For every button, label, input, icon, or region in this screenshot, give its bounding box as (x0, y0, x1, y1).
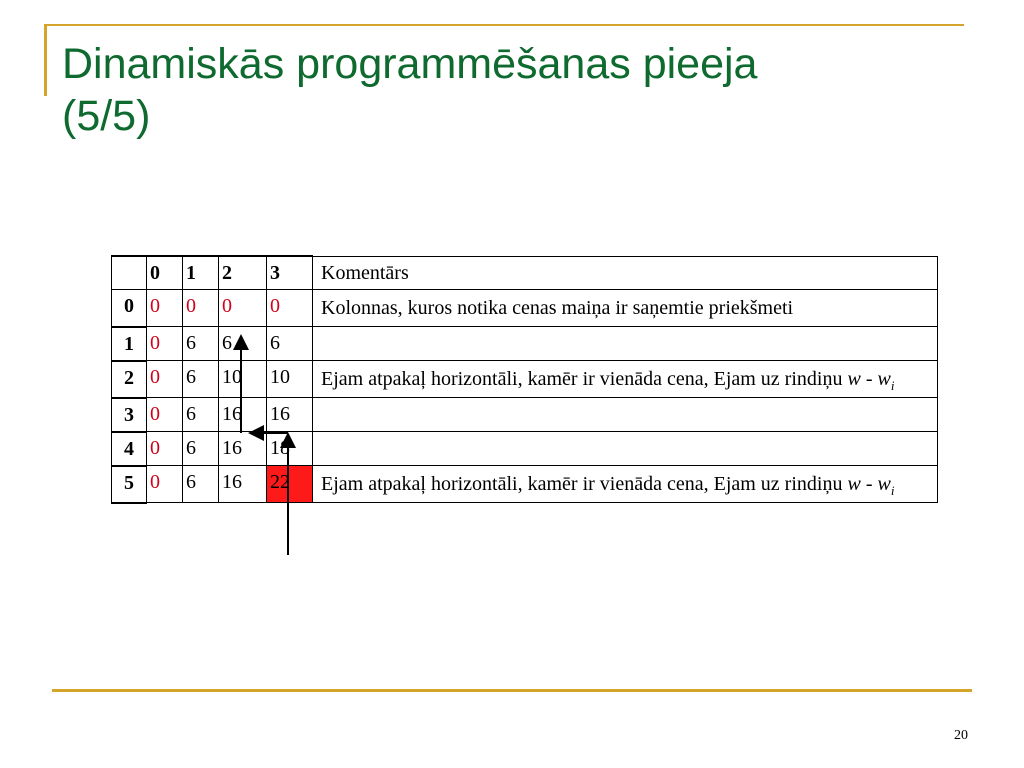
table-cell: 6 (183, 361, 219, 398)
table-row (112, 290, 938, 327)
formula-minus: - (860, 473, 878, 495)
row-comment (313, 432, 938, 466)
header-comment: Komentārs (313, 256, 938, 290)
header-col-2: 2 (219, 256, 267, 290)
header-col-3: 3 (267, 256, 313, 290)
table-cell: 18 (267, 432, 313, 466)
row-comment (313, 327, 938, 361)
row-label: 0 (112, 290, 147, 327)
row-comment (313, 466, 938, 503)
slide-title-line-1: Dinamiskās programmēšanas pieeja (62, 40, 758, 88)
table-cell: 16 (219, 432, 267, 466)
table-cell: 0 (267, 290, 313, 327)
header-col-1: 1 (183, 256, 219, 290)
table-cell: 6 (219, 327, 267, 361)
table-row (112, 398, 938, 432)
formula-w: w (847, 473, 861, 495)
table-cell: 6 (183, 432, 219, 466)
row-label: 5 (112, 466, 147, 503)
decorative-bottom-line (52, 689, 972, 692)
table-cell: 10 (267, 361, 313, 398)
dp-table (111, 255, 938, 504)
row-label: 2 (112, 361, 147, 398)
table-row (112, 466, 938, 503)
highlighted-cell: 22 (267, 466, 313, 503)
row-comment (313, 398, 938, 432)
table-cell: 6 (183, 466, 219, 503)
table-cell: 0 (147, 290, 183, 327)
table-cell: 0 (147, 432, 183, 466)
table-cell: 6 (183, 398, 219, 432)
formula-minus: - (860, 368, 878, 390)
table-cell: 0 (219, 290, 267, 327)
row-label: 4 (112, 432, 147, 466)
table-cell: 0 (147, 361, 183, 398)
formula-w: w (877, 473, 891, 495)
table-cell: 16 (219, 398, 267, 432)
row-label: 3 (112, 398, 147, 432)
formula-subscript: i (890, 378, 895, 393)
decorative-vertical-line (44, 24, 47, 96)
formula-w: w (877, 368, 891, 390)
comment-text: Ejam atpakaļ horizontāli, kamēr ir vienāda cena, Ejam uz rindiņu (321, 473, 843, 495)
formula-subscript: i (890, 483, 895, 498)
table-cell: 6 (183, 327, 219, 361)
table-cell: 10 (219, 361, 267, 398)
row-comment: Kolonnas, kuros notika cenas maiņa ir saņemtie priekšmeti (313, 290, 938, 327)
table-header-row (112, 256, 938, 290)
table-cell: 0 (147, 327, 183, 361)
header-corner (112, 256, 147, 290)
table-cell: 0 (147, 398, 183, 432)
table-row (112, 432, 938, 466)
table-cell: 0 (147, 466, 183, 503)
header-col-0: 0 (147, 256, 183, 290)
row-comment (313, 361, 938, 398)
table-cell: 6 (267, 327, 313, 361)
table-cell: 16 (219, 466, 267, 503)
comment-text: Ejam atpakaļ horizontāli, kamēr ir vienāda cena, Ejam uz rindiņu (321, 368, 843, 390)
formula-w: w (847, 368, 861, 390)
row-label: 1 (112, 327, 147, 361)
slide-title (62, 38, 962, 142)
slide-title-line-2: (5/5) (62, 92, 151, 140)
decorative-top-line (44, 24, 964, 26)
table-row (112, 327, 938, 361)
table-cell: 0 (183, 290, 219, 327)
page-number: 20 (954, 728, 968, 743)
dp-table-container (111, 255, 937, 504)
table-row (112, 361, 938, 398)
table-cell: 16 (267, 398, 313, 432)
